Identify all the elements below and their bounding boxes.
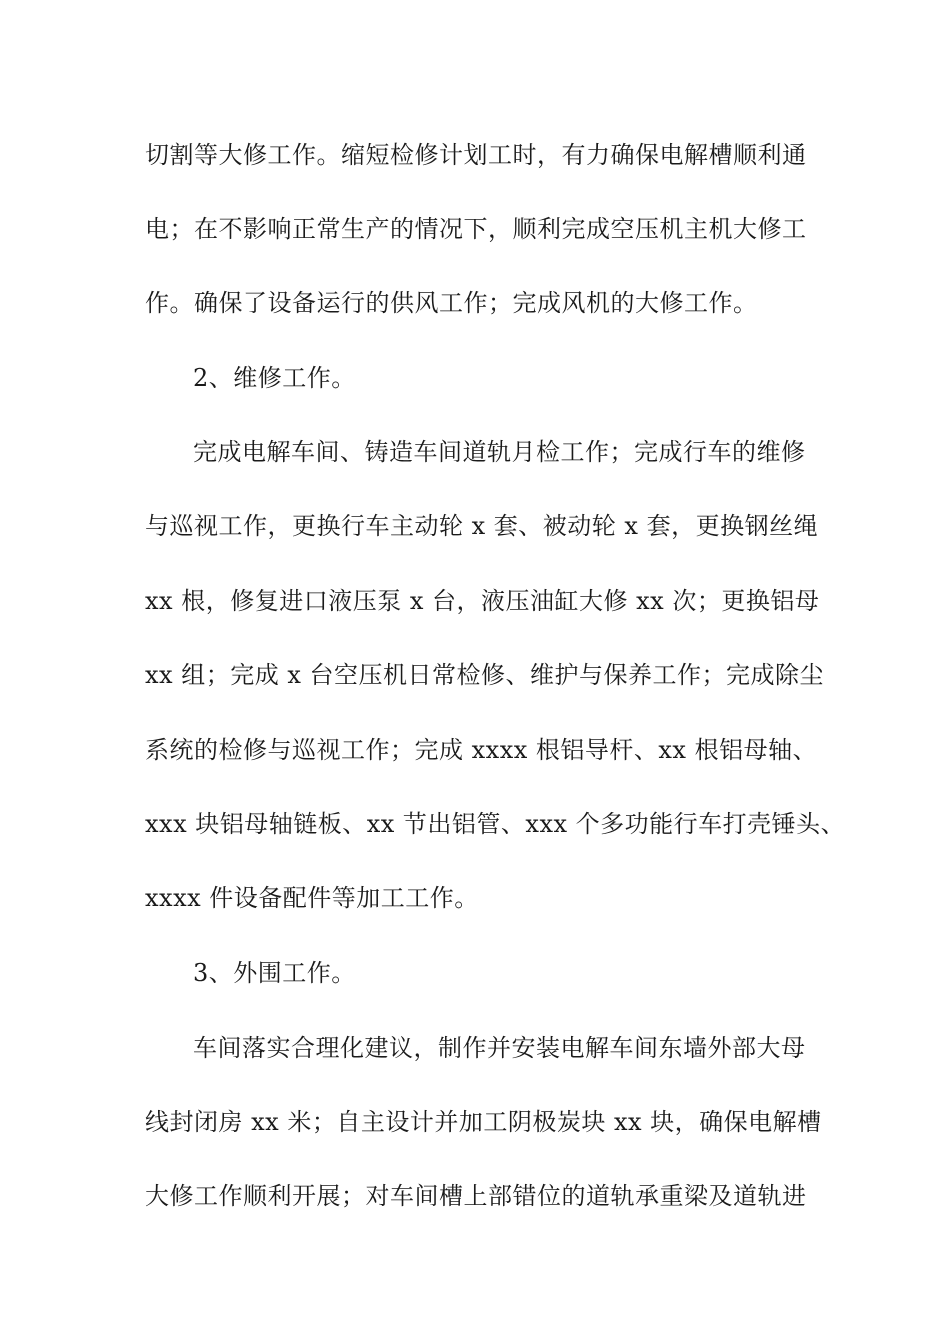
text-line: 线封闭房 xx 米；自主设计并加工阴极炭块 xx 块，确保电解槽 [145,1108,822,1136]
text-line: 与巡视工作，更换行车主动轮 x 套、被动轮 x 套，更换钢丝绳 [145,512,819,540]
text-line: xx 组；完成 x 台空压机日常检修、维护与保养工作；完成除尘 [145,661,824,689]
text-line: xx 根，修复进口液压泵 x 台，液压油缸大修 xx 次；更换铝母 [145,587,820,615]
text-line: 切割等大修工作。缩短检修计划工时，有力确保电解槽顺利通 [145,141,807,169]
text-line: xxx 块铝母轴链板、xx 节出铝管、xxx 个多功能行车打壳锤头、 [145,810,846,838]
text-line: 电；在不影响正常生产的情况下，顺利完成空压机主机大修工 [145,215,807,243]
section-heading-peripheral: 3、外围工作。 [193,959,356,987]
text-line: 完成电解车间、铸造车间道轨月检工作；完成行车的维修 [193,438,806,466]
text-line: 作。确保了设备运行的供风工作；完成风机的大修工作。 [145,289,758,317]
section-heading-maintenance: 2、维修工作。 [193,364,356,392]
text-line: 系统的检修与巡视工作；完成 xxxx 根铝导杆、xx 根铝母轴、 [145,736,818,764]
text-line: xxxx 件设备配件等加工工作。 [145,884,479,912]
text-line: 车间落实合理化建议，制作并安装电解车间东墙外部大母 [193,1034,806,1062]
text-line: 大修工作顺利开展；对车间槽上部错位的道轨承重梁及道轨进 [145,1182,807,1210]
